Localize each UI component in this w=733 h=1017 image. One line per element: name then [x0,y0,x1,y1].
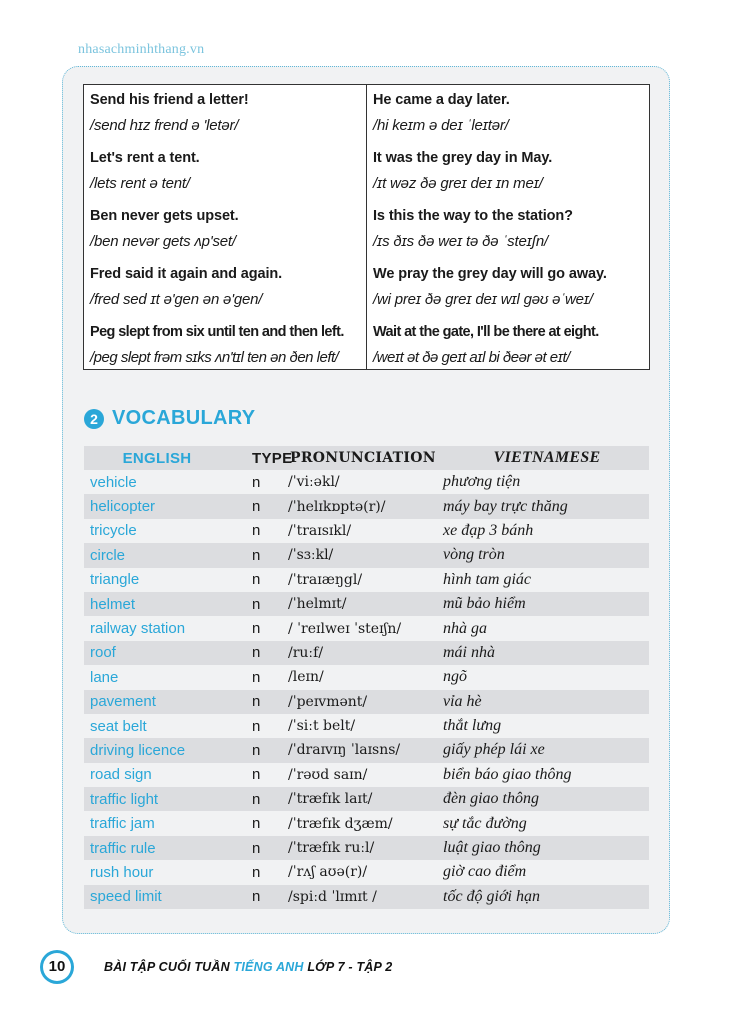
page-footer [40,950,392,984]
vocabulary-row [84,787,649,811]
vocab-pronunciation: /ˈtræfɪk ruːl/ [288,840,375,857]
vocab-vietnamese: xe đạp 3 bánh [443,521,534,539]
section-title: VOCABULARY [112,407,256,429]
vocabulary-row [84,470,649,494]
sentence-english: Peg slept from six until ten and then left. [90,324,344,340]
sentence-english: Let's rent a tent. [90,150,200,166]
sentence-item [373,149,645,193]
vocab-vietnamese: hình tam giác [443,570,531,588]
vocab-english: tricycle [90,522,137,540]
sentence-item [373,207,645,251]
vocab-pronunciation: /ˈhelɪkɒptə(r)/ [288,498,386,515]
vocab-english: roof [90,644,116,662]
vocab-vietnamese: vòng tròn [443,546,505,564]
sentence-item [90,207,362,251]
vocabulary-heading [84,407,255,430]
vocabulary-row [84,836,649,860]
vocab-pronunciation: /ˈrʌʃ aʊə(r)/ [288,864,368,881]
vocab-type: n [252,815,261,833]
sentence-english: It was the grey day in May. [373,150,553,166]
sentence-english: Wait at the gate, I'll be there at eight. [373,324,599,340]
vocabulary-header-row [84,446,649,470]
sentence-ipa: /weɪt ət ðə geɪt aɪl bi ðeər ət eɪt/ [373,349,570,366]
vocab-vietnamese: biển báo giao thông [443,765,572,783]
vocab-type: n [252,498,261,516]
sentence-ipa: /peg slept frəm sɪks ʌn'tɪl ten ən ðen left/ [90,349,339,366]
vocab-type: n [252,888,261,906]
sentence-item [90,265,362,309]
sentence-item [90,91,362,135]
vocab-pronunciation: /ˈviːəkl/ [288,474,340,491]
vocab-english: driving licence [90,741,186,759]
header-type: TYPE [252,449,293,467]
vocab-english: traffic rule [90,839,156,857]
vocab-type: n [252,644,261,662]
vocab-english: railway station [90,620,186,638]
sentence-english: We pray the grey day will go away. [373,266,607,282]
vocabulary-row [84,494,649,518]
vocab-type: n [252,668,261,686]
vocab-type: n [252,473,261,491]
vocab-english: seat belt [90,717,147,735]
vocabulary-row [84,738,649,762]
book-title-part2: LỚP 7 - TẬP 2 [307,960,393,974]
header-pronunciation: PRONUNCIATION [290,450,436,466]
vocab-english: road sign [90,766,152,784]
vocab-vietnamese: vỉa hè [443,692,482,710]
vocab-english: triangle [90,571,140,589]
vocab-pronunciation: / ˈreɪlweɪ ˈsteɪʃn/ [288,620,402,637]
vocabulary-row [84,860,649,884]
sentence-ipa: /fred sed ɪt ə'gen ən ə'gen/ [90,291,263,308]
vocabulary-row [84,885,649,909]
vocabulary-row [84,592,649,616]
vocab-english: rush hour [90,863,154,881]
sentence-english: He came a day later. [373,92,510,108]
vocab-vietnamese: nhà ga [443,619,487,637]
header-english: ENGLISH [122,449,192,467]
vocab-type: n [252,522,261,540]
sentence-english: Fred said it again and again. [90,266,283,282]
vocabulary-row [84,568,649,592]
vocabulary-row [84,811,649,835]
vocab-english: circle [90,546,126,564]
vocab-vietnamese: giấy phép lái xe [443,741,545,759]
sentence-ipa: /ɪt wəz ðə greɪ deɪ ɪn meɪ/ [373,175,543,192]
sentence-column-right [367,85,649,369]
vocab-type: n [252,595,261,613]
sentence-item [90,323,362,367]
vocab-vietnamese: ngõ [443,668,467,686]
vocab-pronunciation: /ˈsiːt belt/ [288,718,356,735]
vocabulary-table [84,446,649,909]
vocab-english: pavement [90,693,156,711]
section-number-badge: 2 [84,409,104,429]
sentence-item [373,323,645,367]
vocab-type: n [252,571,261,589]
vocab-vietnamese: đèn giao thông [443,790,539,808]
vocab-type: n [252,693,261,711]
vocab-type: n [252,790,261,808]
vocab-type: n [252,863,261,881]
vocab-english: helmet [90,595,136,613]
sentence-ipa: /hi keɪm ə deɪ ˈleɪtər/ [373,117,509,134]
vocab-pronunciation: /ˈhelmɪt/ [288,596,347,613]
vocabulary-body [84,470,649,909]
vocab-vietnamese: luật giao thông [443,839,541,857]
vocab-type: n [252,766,261,784]
vocabulary-row [84,690,649,714]
vocab-vietnamese: phương tiện [443,473,521,491]
sentence-ipa: /wi preɪ ðə greɪ deɪ wɪl gəʊ əˈweɪ/ [373,291,593,308]
vocabulary-row [84,616,649,640]
vocab-pronunciation: /ˈrəʊd saɪn/ [288,766,368,783]
sentence-table [83,84,650,370]
vocab-pronunciation: /spiːd ˈlɪmɪt / [288,888,377,905]
vocab-pronunciation: /ˈsɜːkl/ [288,547,334,564]
vocab-english: lane [90,668,119,686]
vocabulary-row [84,763,649,787]
vocab-vietnamese: tốc độ giới hạn [443,887,540,905]
header-vietnamese: VIETNAMESE [493,449,601,466]
page-number: 10 [43,953,71,981]
sentence-english: Send his friend a letter! [90,92,249,108]
book-title-part1: BÀI TẬP CUỐI TUẦN [104,960,230,974]
vocab-english: speed limit [90,888,162,906]
sentence-english: Ben never gets upset. [90,208,239,224]
vocab-type: n [252,839,261,857]
vocab-type: n [252,741,261,759]
watermark: nhasachminhthang.vn [78,42,205,57]
vocab-type: n [252,620,261,638]
book-title-accent: TIẾNG ANH [233,960,304,974]
vocab-english: traffic jam [90,815,155,833]
vocab-pronunciation: /ˈtraɪæŋgl/ [288,571,363,588]
vocab-vietnamese: mũ bảo hiểm [443,595,526,613]
sentence-ipa: /lets rent ə tent/ [90,175,190,192]
vocab-pronunciation: /ˈpeɪvmənt/ [288,693,368,710]
sentence-item [373,91,645,135]
vocab-vietnamese: sự tắc đường [443,814,527,832]
vocab-vietnamese: thắt lưng [443,717,502,735]
vocabulary-row [84,519,649,543]
vocab-vietnamese: máy bay trực thăng [443,497,568,515]
page-number-badge [40,950,74,984]
sentence-column-left [84,85,367,369]
vocabulary-row [84,714,649,738]
vocab-english: vehicle [90,473,137,491]
sentence-item [373,265,645,309]
vocab-pronunciation: /leɪn/ [288,669,324,686]
vocab-pronunciation: /ˈdraɪvɪŋ ˈlaɪsns/ [288,742,401,759]
sentence-english: Is this the way to the station? [373,208,573,224]
sentence-ipa: /ben nevər gets ʌp'set/ [90,233,236,250]
vocab-type: n [252,546,261,564]
sentence-ipa: /send hɪz frend ə 'letər/ [90,117,239,134]
vocab-pronunciation: /ruːf/ [288,644,324,661]
vocab-vietnamese: mái nhà [443,643,495,661]
vocab-vietnamese: giờ cao điểm [443,863,527,881]
vocabulary-row [84,543,649,567]
vocab-pronunciation: /ˈtræfɪk dʒæm/ [288,815,393,832]
vocab-english: traffic light [90,790,159,808]
sentence-item [90,149,362,193]
sentence-ipa: /ɪs ðɪs ðə weɪ tə ðə ˈsteɪʃn/ [373,233,548,250]
vocab-pronunciation: /ˈtræfɪk laɪt/ [288,791,373,808]
vocabulary-row [84,641,649,665]
vocabulary-row [84,665,649,689]
vocab-english: helicopter [90,498,156,516]
vocab-type: n [252,717,261,735]
book-title [104,960,392,974]
vocab-pronunciation: /ˈtraɪsɪkl/ [288,522,352,539]
